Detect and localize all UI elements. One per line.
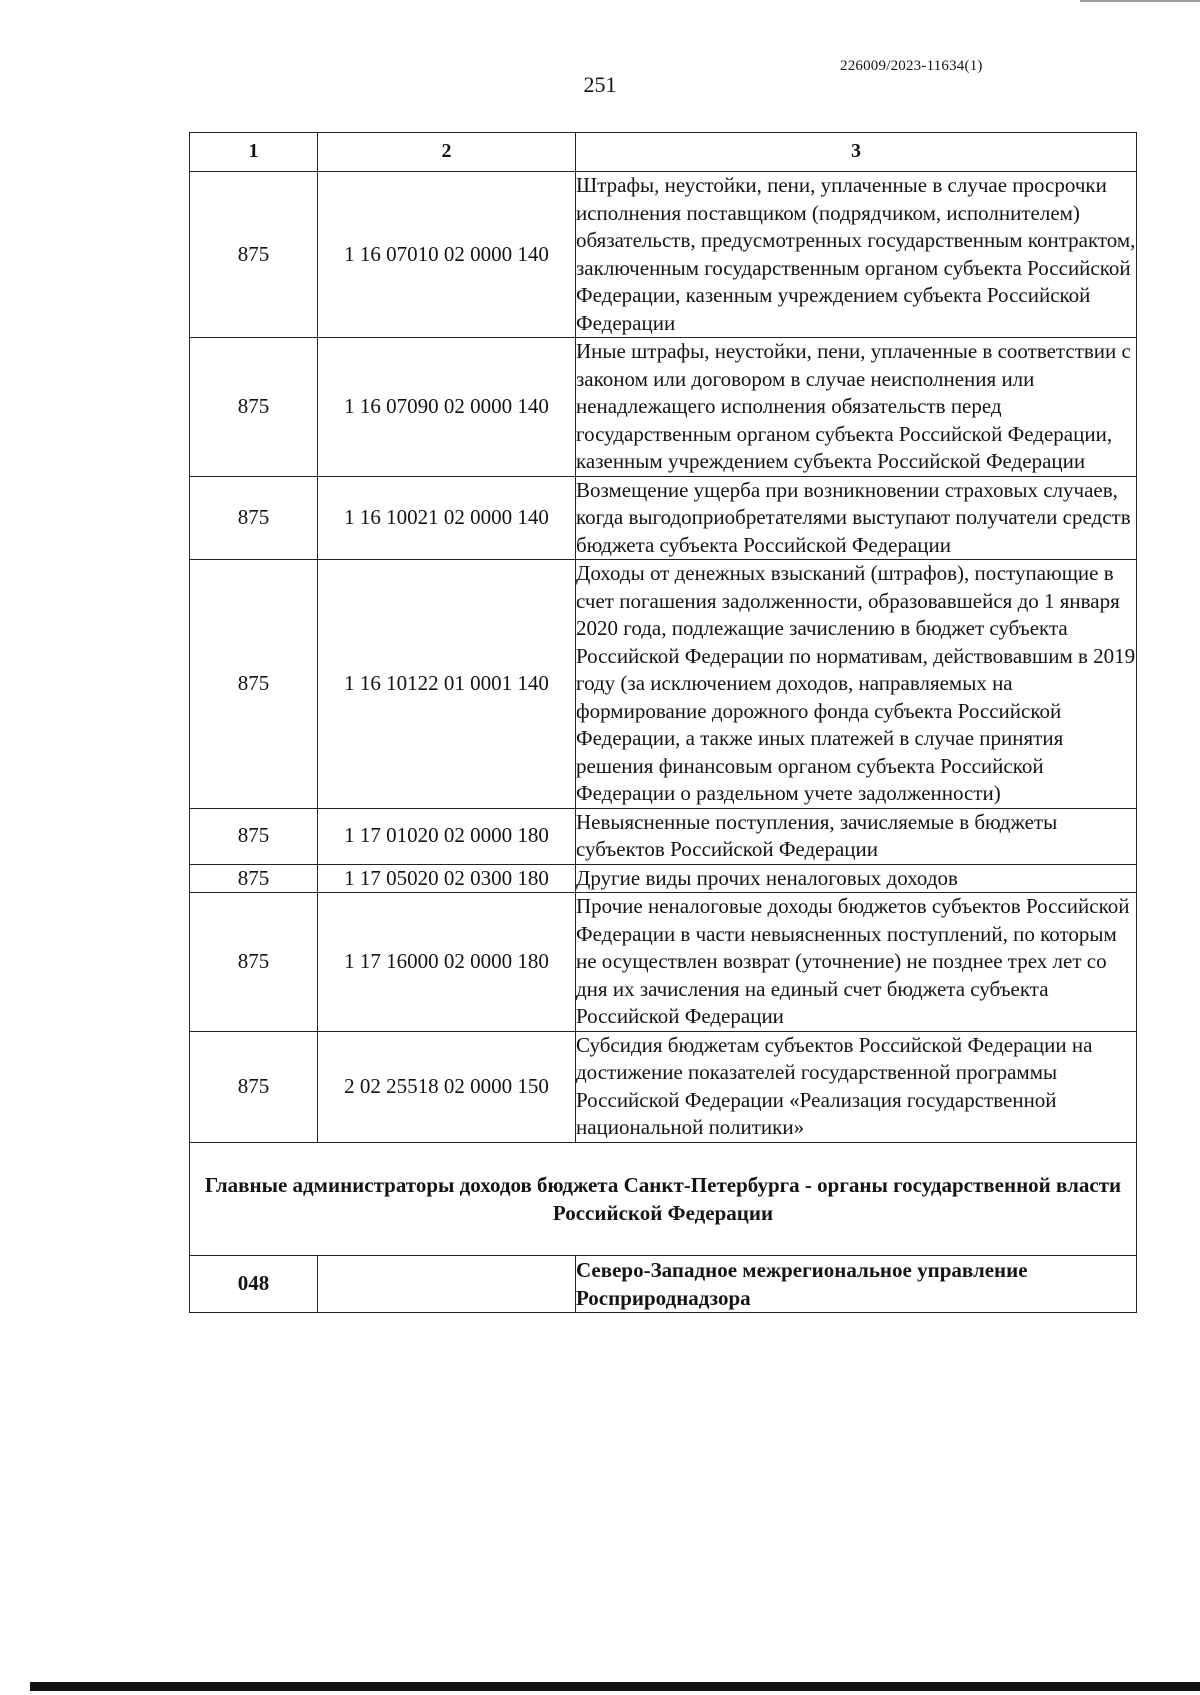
section-heading-row [190,1142,1137,1255]
table-row [190,172,1137,338]
revenue-name-cell: Доходы от денежных взысканий (штрафов), поступающие в счет погашения задолженности, образовавшейся до 1 января 2020 года, подлежащие зачислению в бюджет субъекта Российской Федерации по нормативам, действовавшим в 2019 году (за исключением доходов, направляемых на формирование дорожного фонда субъекта Российской Федерации, а также иных платежей в случае принятия решения финансовым органом субъекта Российской Федерации о раздельном учете задолженности) [576,560,1137,809]
scan-bottom-edge [30,1682,1200,1691]
table-row [190,560,1137,809]
admin-code-cell: 875 [190,893,318,1032]
table-row [190,476,1137,560]
scan-edge-mark [1080,0,1200,2]
table-row [190,864,1137,893]
admin-code-cell: 875 [190,864,318,893]
page-number: 251 [583,72,617,97]
budget-code-cell: 1 16 10122 01 0001 140 [318,560,576,809]
admin-code-cell: 875 [190,172,318,338]
table-row [190,338,1137,477]
document-registration-number: 226009/2023-11634(1) [840,58,983,74]
budget-code-cell: 1 17 16000 02 0000 180 [318,893,576,1032]
admin-code-cell: 875 [190,1031,318,1142]
table-row [190,808,1137,864]
budget-code-cell: 1 16 07090 02 0000 140 [318,338,576,477]
revenue-name-cell: Прочие неналоговые доходы бюджетов субъектов Российской Федерации в части невыясненных поступлений, по которым не осуществлен возврат (уточнение) не позднее трех лет со дня их зачисления на единый счет бюджета субъекта Российской Федерации [576,893,1137,1032]
table-header-row [190,133,1137,172]
budget-code-cell: 1 17 01020 02 0000 180 [318,808,576,864]
admin-code-cell: 875 [190,560,318,809]
budget-code-cell: 1 16 07010 02 0000 140 [318,172,576,338]
admin-code-cell: 048 [190,1255,318,1312]
table-row [190,893,1137,1032]
admin-code-cell: 875 [190,808,318,864]
column-header-1: 1 [190,133,318,172]
revenue-name-cell: Иные штрафы, неустойки, пени, уплаченные в соответствии с законом или договором в случае неисполнения или ненадлежащего исполнения обязательств перед государственным органом субъекта Российской Федерации, казенным учреждением субъекта Российской Федерации [576,338,1137,477]
section-heading: Главные администраторы доходов бюджета Санкт-Петербурга - органы государственной власти Российской Федерации [190,1142,1137,1255]
administrator-row [190,1255,1137,1312]
column-header-3: 3 [576,133,1137,172]
budget-code-cell: 2 02 25518 02 0000 150 [318,1031,576,1142]
budget-code-cell: 1 17 05020 02 0300 180 [318,864,576,893]
table-row [190,1031,1137,1142]
revenue-name-cell: Невыясненные поступления, зачисляемые в бюджеты субъектов Российской Федерации [576,808,1137,864]
revenue-name-cell: Субсидия бюджетам субъектов Российской Федерации на достижение показателей государственной программы Российской Федерации «Реализация государственной национальной политики» [576,1031,1137,1142]
column-header-2: 2 [318,133,576,172]
budget-code-cell: 1 16 10021 02 0000 140 [318,476,576,560]
revenue-name-cell: Возмещение ущерба при возникновении страховых случаев, когда выгодоприобретателями выступают получатели средств бюджета субъекта Российской Федерации [576,476,1137,560]
budget-code-cell [318,1255,576,1312]
admin-code-cell: 875 [190,338,318,477]
revenue-name-cell: Штрафы, неустойки, пени, уплаченные в случае просрочки исполнения поставщиком (подрядчиком, исполнителем) обязательств, предусмотренных государственным контрактом, заключенным государственным органом субъекта Российской Федерации, казенным учреждением субъекта Российской Федерации [576,172,1137,338]
admin-code-cell: 875 [190,476,318,560]
revenue-administrators-table [189,132,1137,1313]
administrator-name-cell: Северо-Западное межрегиональное управление Росприроднадзора [576,1255,1137,1312]
revenue-name-cell: Другие виды прочих неналоговых доходов [576,864,1137,893]
